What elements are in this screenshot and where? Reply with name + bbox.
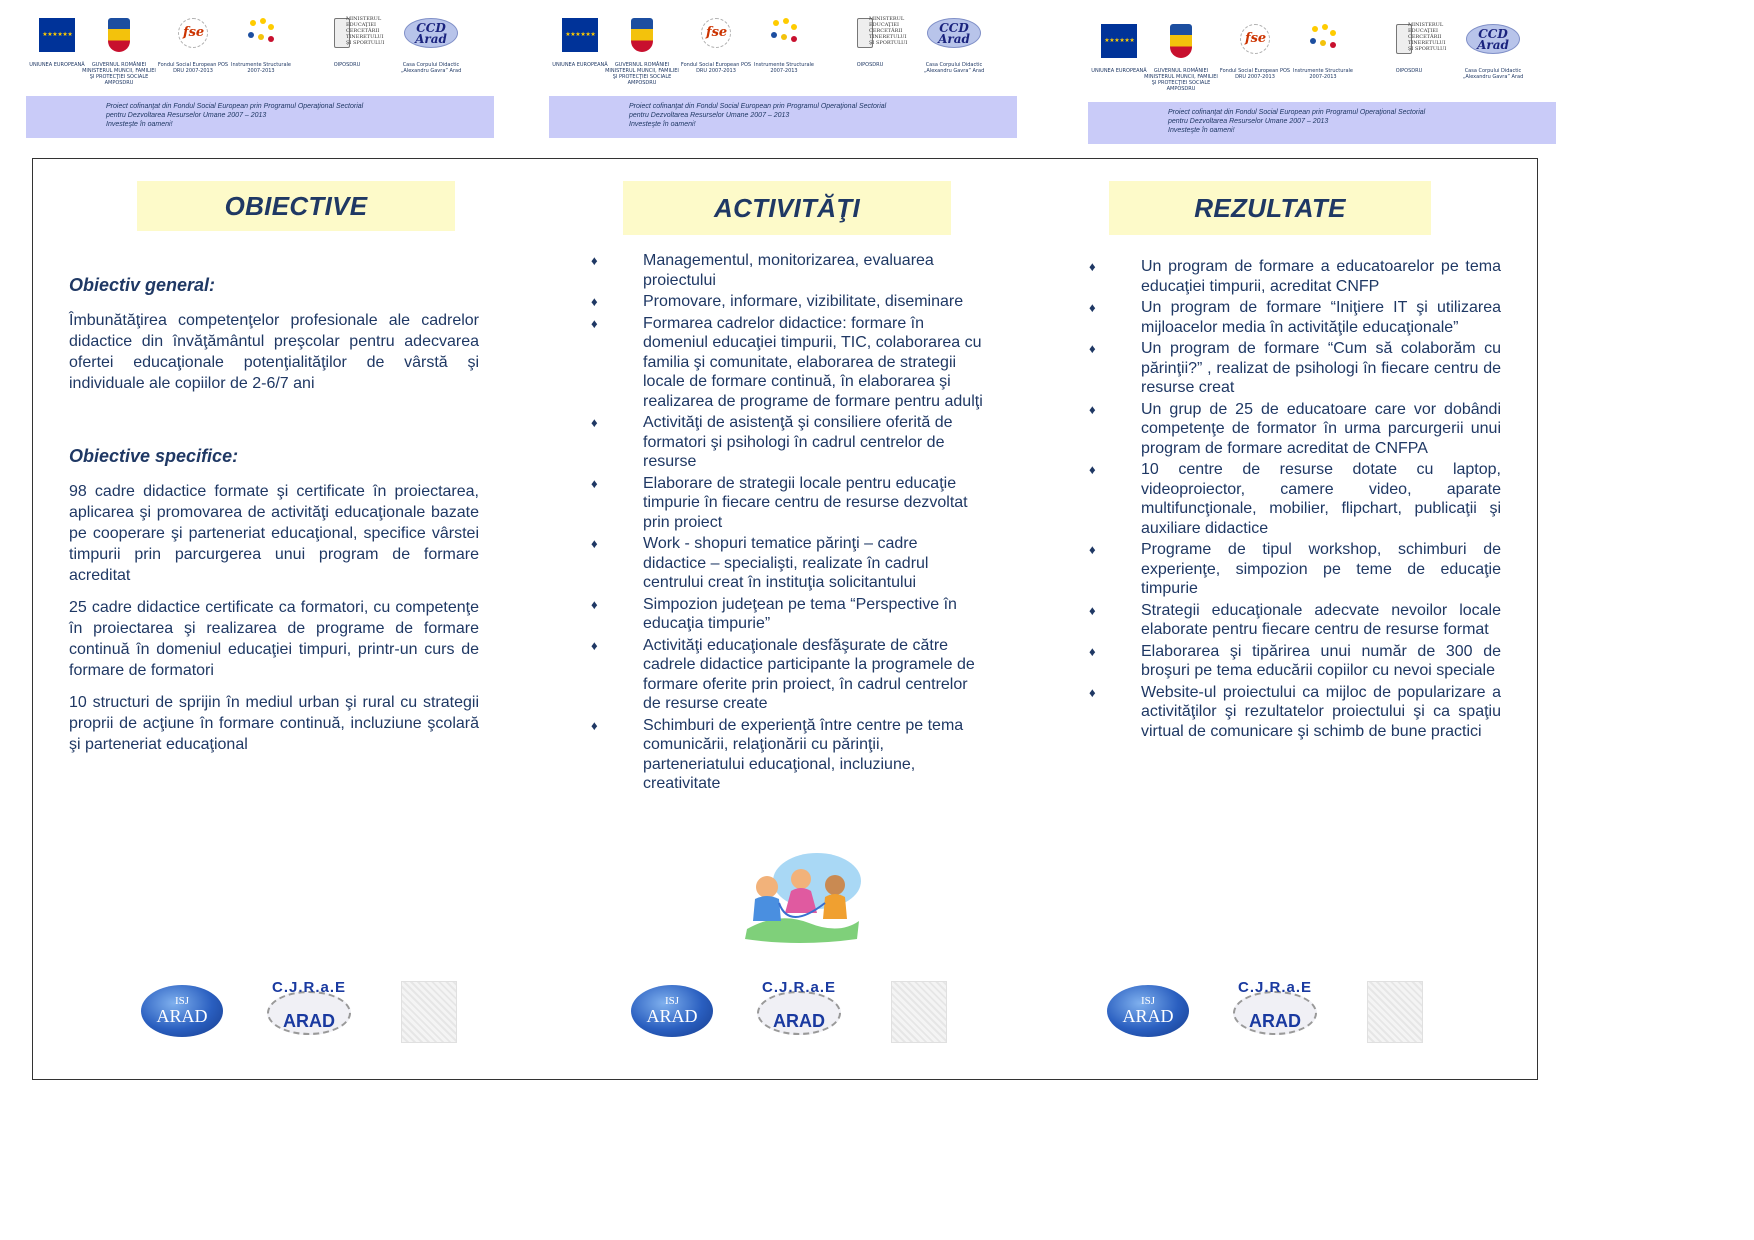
footer-logos-3 bbox=[1107, 979, 1437, 1049]
romania-coat-of-arms-icon bbox=[1170, 24, 1192, 58]
diamond-bullet-icon: ♦ bbox=[591, 475, 598, 491]
results-title: REZULTATE bbox=[1109, 181, 1431, 235]
gov-caption: GUVERNUL ROMÂNIEI MINISTERUL MUNCII, FAMILIEI ŞI PROTECŢIEI SOCIALE AMPOSDRU bbox=[82, 62, 156, 86]
fse-caption: Fondul Social European POS DRU 2007-2013 bbox=[680, 62, 752, 74]
specific-objectives-heading: Obiective specifice: bbox=[69, 446, 239, 466]
fse-caption: Fondul Social European POS DRU 2007-2013 bbox=[1219, 68, 1291, 80]
project-line-3: Investeşte în oameni! bbox=[106, 121, 173, 128]
fse-logo-icon: fse bbox=[701, 18, 731, 48]
cjrae-arad-logo-icon: C.J.R.a.E ARAD bbox=[1225, 979, 1325, 1045]
diamond-bullet-icon: ♦ bbox=[1089, 684, 1096, 700]
objectives-title: OBIECTIVE bbox=[137, 181, 455, 231]
fse-caption: Fondul Social European POS DRU 2007-2013 bbox=[157, 62, 229, 74]
list-item: ♦ Un program de formare “Cum să colaborăm cu părinţii?” , realizat de psihologi în fiecare centru de resurse creat bbox=[1089, 340, 1501, 396]
list-item: ♦ Formarea cadrelor didactice: formare în domeniul educaţiei timpurii, TIC, colaborarea cu familia şi comunitate, elaborarea de strategii locale de formare continuă, în elaborarea şi realizarea de programe de formare pentru adulţi bbox=[591, 314, 983, 410]
list-item: ♦ Strategii educaţionale adecvate nevoilor locale elaborate pentru fiecare centru de resurse format bbox=[1089, 601, 1501, 638]
header-strip-1 bbox=[26, 0, 494, 140]
list-item: ♦ Elaborare de strategii locale pentru educaţie timpurie în fiecare centru de resurse dezvoltat prin proiect bbox=[591, 474, 968, 531]
results-list bbox=[1089, 257, 1501, 743]
list-item: ♦ Managementul, monitorizarea, evaluarea proiectului bbox=[591, 252, 934, 289]
project-line-2: pentru Dezvoltarea Resurselor Umane 2007 – 2013 bbox=[106, 112, 267, 119]
general-objective-text: Îmbunătăţirea competenţelor profesionale ale cadrelor didactice din învăţământul preşcolar pentru adecvarea ofertei educaţionale potenţialităţilor de vârstă şi individuale ale copiilor de 2-6/7 ani bbox=[69, 312, 479, 392]
gov-caption: GUVERNUL ROMÂNIEI MINISTERUL MUNCII, FAMILIEI ŞI PROTECŢIEI SOCIALE AMPOSDRU bbox=[1144, 68, 1218, 92]
instrumente-structurale-icon bbox=[769, 18, 799, 50]
specific-objective-item: 98 cadre didactice formate şi certificate în proiectarea, aplicarea şi promovarea de activităţi educaţionale bazate pe cooperare şi parteneriat educaţional, specifice vârstei timpurii prin parcurgerea unui program de formare acreditat bbox=[69, 483, 479, 584]
eu-flag-icon: ★ ★ ★ ★ ★ ★ bbox=[39, 18, 75, 52]
ccd-arad-logo-icon: CCD Arad bbox=[404, 18, 458, 48]
ministry-name: MINISTERUL EDUCAŢIEI CERCETĂRII TINERETULUI ŞI SPORTULUI bbox=[346, 16, 385, 46]
list-item: ♦ Un program de formare “Iniţiere IT şi utilizarea mijloacelor media în activităţile educaţionale” bbox=[1089, 299, 1501, 336]
diamond-bullet-icon: ♦ bbox=[591, 294, 598, 309]
cjrae-arad-logo-icon: C.J.R.a.E ARAD bbox=[749, 979, 849, 1045]
diamond-bullet-icon: ♦ bbox=[1089, 259, 1096, 274]
project-line-2: pentru Dezvoltarea Resurselor Umane 2007 – 2013 bbox=[1168, 118, 1329, 125]
list-item: ♦ Website-ul proiectului ca mijloc de popularizare a activităţilor şi rezultatelor proiectului şi ca spaţiu virtual de comunicare şi schimb de bune practici bbox=[1089, 683, 1501, 740]
footer-logos-2 bbox=[631, 979, 961, 1049]
eu-caption: UNIUNEA EUROPEANĂ bbox=[1091, 68, 1147, 74]
ccd-arad-logo-icon: CCD Arad bbox=[927, 18, 981, 48]
cjrae-arad-logo-icon: C.J.R.a.E ARAD bbox=[259, 979, 359, 1045]
ministry-caption: OIPOSDRU bbox=[333, 62, 361, 68]
project-band bbox=[1088, 102, 1556, 144]
diamond-bullet-icon: ♦ bbox=[591, 253, 598, 268]
eu-caption: UNIUNEA EUROPEANĂ bbox=[552, 62, 608, 68]
list-item: ♦ Work - shopuri tematice părinţi – cadre didactice – specialişti, realizate în cadrul centrului creat în instituţia solicitantului bbox=[591, 535, 929, 591]
diamond-bullet-icon: ♦ bbox=[1089, 602, 1096, 618]
objectives-column bbox=[69, 271, 479, 766]
diamond-bullet-icon: ♦ bbox=[591, 596, 598, 612]
list-item: ♦ Un grup de 25 de educatoare care vor dobândi competenţe de formator în urma parcurgerii unui program de formare acreditat de CNFPA bbox=[1089, 400, 1501, 457]
diamond-bullet-icon: ♦ bbox=[1089, 401, 1096, 417]
school-sketch-logo-icon bbox=[401, 981, 457, 1043]
activities-list bbox=[591, 251, 983, 796]
is-caption: Instrumente Structurale 2007-2013 bbox=[1293, 68, 1353, 80]
ministry-name: MINISTERUL EDUCAŢIEI CERCETĂRII TINERETULUI ŞI SPORTULUI bbox=[869, 16, 908, 46]
diamond-bullet-icon: ♦ bbox=[1089, 462, 1096, 477]
fse-logo-icon: fse bbox=[1240, 24, 1270, 54]
isj-arad-logo-icon: ISJ ARAD bbox=[1107, 985, 1189, 1037]
specific-objective-item: 10 structuri de sprijin în mediul urban şi rural cu strategii proprii de acţiune în formare continuă, incluziune şcolară şi parteneriat educaţional bbox=[69, 694, 479, 753]
project-line-2: pentru Dezvoltarea Resurselor Umane 2007 – 2013 bbox=[629, 112, 790, 119]
list-item: ♦ Simpozion judeţean pe tema “Perspective în educaţia timpurie” bbox=[591, 595, 957, 632]
diamond-bullet-icon: ♦ bbox=[591, 315, 598, 331]
list-item: ♦ Activităţi de asistenţă şi consiliere oferită de formatori şi psihologi în cadrul centrelor de resurse bbox=[591, 414, 953, 470]
footer-logos-1 bbox=[141, 979, 471, 1049]
general-objective-heading: Obiectiv general: bbox=[69, 275, 216, 295]
brochure-frame bbox=[32, 158, 1538, 1080]
project-line-3: Investeşte în oameni! bbox=[629, 121, 696, 128]
ministry-caption: OIPOSDRU bbox=[856, 62, 884, 68]
school-sketch-logo-icon bbox=[1367, 981, 1423, 1043]
list-item: ♦ Promovare, informare, vizibilitate, diseminare bbox=[591, 293, 964, 310]
list-item: ♦ Elaborarea şi tipărirea unui număr de 300 de broşuri pe tema educării copiilor cu nevoi speciale bbox=[1089, 642, 1501, 679]
eu-flag-icon: ★ ★ ★ ★ ★ ★ bbox=[1101, 24, 1137, 58]
header-strip-3 bbox=[1088, 6, 1556, 146]
is-caption: Instrumente Structurale 2007-2013 bbox=[231, 62, 291, 74]
activities-title: ACTIVITĂŢI bbox=[623, 181, 951, 235]
list-item: ♦ 10 centre de resurse dotate cu laptop, videoproiector, camere video, aparate multifuncţionale, mobilier, flipchart, publicaţii şi auxiliare didactice bbox=[1089, 461, 1501, 537]
project-band bbox=[549, 96, 1017, 138]
children-playing-illustration bbox=[739, 851, 863, 943]
eu-flag-icon: ★ ★ ★ ★ ★ ★ bbox=[562, 18, 598, 52]
gov-caption: GUVERNUL ROMÂNIEI MINISTERUL MUNCII, FAMILIEI ŞI PROTECŢIEI SOCIALE AMPOSDRU bbox=[605, 62, 679, 86]
list-item: ♦ Programe de tipul workshop, schimburi de experienţe, simpozion pe teme de educaţie timpurie bbox=[1089, 541, 1501, 597]
isj-arad-logo-icon: ISJ ARAD bbox=[141, 985, 223, 1037]
list-item: ♦ Un program de formare a educatoarelor pe tema educaţiei timpurii, acreditat CNFP bbox=[1089, 258, 1501, 295]
diamond-bullet-icon: ♦ bbox=[1089, 341, 1096, 356]
fse-logo-icon: fse bbox=[178, 18, 208, 48]
header-strip-2 bbox=[549, 0, 1017, 140]
diamond-bullet-icon: ♦ bbox=[1089, 542, 1096, 557]
project-line-1: Proiect cofinanţat din Fondul Social European prin Programul Operaţional Sectorial bbox=[629, 103, 887, 110]
ccd-caption: Casa Corpului Didactic „Alexandru Gavra” Arad bbox=[923, 62, 985, 74]
list-item: ♦ Activităţi educaţionale desfăşurate de către cadrele didactice participante la programele de formare oferite prin proiect, în cadrul centrelor de resurse create bbox=[591, 636, 975, 712]
school-sketch-logo-icon bbox=[891, 981, 947, 1043]
specific-objective-item: 25 cadre didactice certificate ca formatori, cu competenţe în proiectarea şi realizarea de programe de formare continuă în domeniul educaţiei timpuri, printr-un curs de formare de formatori bbox=[69, 599, 479, 679]
diamond-bullet-icon: ♦ bbox=[591, 536, 598, 551]
project-band bbox=[26, 96, 494, 138]
instrumente-structurale-icon bbox=[1308, 24, 1338, 56]
ministry-name: MINISTERUL EDUCAŢIEI CERCETĂRII TINERETULUI ŞI SPORTULUI bbox=[1408, 22, 1447, 52]
ccd-arad-logo-icon: CCD Arad bbox=[1466, 24, 1520, 54]
project-line-1: Proiect cofinanţat din Fondul Social European prin Programul Operaţional Sectorial bbox=[106, 103, 364, 110]
romania-coat-of-arms-icon bbox=[108, 18, 130, 52]
instrumente-structurale-icon bbox=[246, 18, 276, 50]
ccd-caption: Casa Corpului Didactic „Alexandru Gavra” Arad bbox=[1462, 68, 1524, 80]
diamond-bullet-icon: ♦ bbox=[591, 717, 598, 733]
project-line-1: Proiect cofinanţat din Fondul Social European prin Programul Operaţional Sectorial bbox=[1168, 109, 1426, 116]
project-line-3: Investeşte în oameni! bbox=[1168, 127, 1235, 134]
list-item: ♦ Schimburi de experienţă între centre pe tema comunicării, relaţionării cu părinţii, parteneriatului educaţional, incluziune, creativitate bbox=[591, 716, 964, 792]
diamond-bullet-icon: ♦ bbox=[591, 415, 598, 430]
ministry-caption: OIPOSDRU bbox=[1395, 68, 1423, 74]
isj-arad-logo-icon: ISJ ARAD bbox=[631, 985, 713, 1037]
diamond-bullet-icon: ♦ bbox=[591, 637, 598, 653]
romania-coat-of-arms-icon bbox=[631, 18, 653, 52]
ccd-caption: Casa Corpului Didactic „Alexandru Gavra” Arad bbox=[400, 62, 462, 74]
diamond-bullet-icon: ♦ bbox=[1089, 643, 1096, 659]
is-caption: Instrumente Structurale 2007-2013 bbox=[754, 62, 814, 74]
eu-caption: UNIUNEA EUROPEANĂ bbox=[29, 62, 85, 68]
diamond-bullet-icon: ♦ bbox=[1089, 300, 1096, 315]
